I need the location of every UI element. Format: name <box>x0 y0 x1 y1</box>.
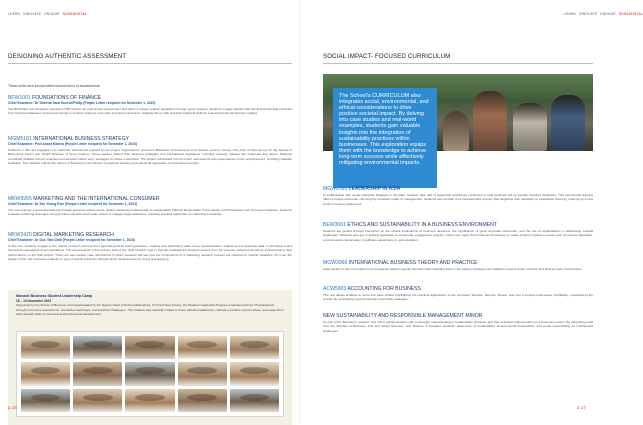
course-examiner: Chief Examiner: Dr Duc Tam Dinh (Purple Letter recipient for Semester 1, 2023) <box>8 238 136 243</box>
course-block <box>8 232 292 261</box>
photo-tile <box>21 389 70 412</box>
header-word: ENGAGE <box>44 12 60 16</box>
course-name: INTERNATIONAL BUSINESS STRATEGY <box>33 136 130 142</box>
photo-tile <box>73 336 122 359</box>
course-name: MARKETING AND THE INTERNATIONAL CONSUMER <box>33 196 160 202</box>
page-title: DESIGNING AUTHENTIC ASSESSMENT <box>8 53 127 60</box>
photo-figure <box>513 103 547 151</box>
course-block <box>323 186 593 206</box>
course-code: ACW5903 <box>323 286 347 292</box>
page-number: p.17 <box>577 405 586 410</box>
course-code: MKW5955 <box>8 196 32 202</box>
box-date: 18 – 19 November 2023 <box>16 298 52 303</box>
header-word: INNOVATE <box>23 12 42 16</box>
photo-tile <box>73 362 122 385</box>
course-description: The unit employs experiential learning through authentic assessments, linking marketing fundamentals to sustainability (SDG12 Responsible Consumption and Production) and consumer behaviour. Students evaluate marketing strategies using genuine examples and create videos to engage target audiences, fostering practical application of marketing knowledge. <box>8 207 292 217</box>
course-examiner: Chief Examiner: Prof Anant Mishra (Purple Letter recipient for Semester 1, 2023) <box>8 142 137 147</box>
leadership-camp-box <box>8 290 292 425</box>
photo-tile <box>230 336 279 359</box>
photo-tile <box>178 362 227 385</box>
photo-figure <box>443 111 469 151</box>
header-word: LEARN <box>8 12 21 16</box>
photo-figure <box>473 91 507 151</box>
right-page <box>300 0 643 424</box>
photo-tile <box>21 362 70 385</box>
course-block <box>8 95 292 116</box>
course-name: FOUNDATIONS OF FINANCE <box>32 95 102 101</box>
course-code: MKW2420 <box>8 232 32 238</box>
course-code: MGW3966 <box>323 260 348 266</box>
curriculum-callout <box>333 88 437 188</box>
header-word: LEARN <box>564 12 577 16</box>
running-header <box>8 12 87 16</box>
course-description: Case studies in this unit explore how companies address gender diversity while shedding light on the various strategies and initiatives used to foster inclusive and diverse work environments. <box>323 267 583 271</box>
photo-tile <box>178 336 227 359</box>
callout-text: The School's CURRICULUM also integrates social, environmental, and ethical considerations to drive positive societal impact. By delving into case studies and real-world examples, students gain valuable insights into the integration of sustainability practices within businesses. This exploration equips them with the knowledge to achieve long-term success while effectively mitigating environmental impacts. <box>339 93 429 167</box>
header-accent: SUSSDIGITAL <box>618 12 643 16</box>
course-name: DIGITAL MARKETING RESEARCH <box>33 232 114 238</box>
course-description: In collaboration with social enterprise Dialogue in the Dark, students take part in leadership workshops conducted in total darkness led by visually impaired facilitators. This experiential learning offers a unique encounter mirroring the uncertain reality of management. Students also embark on a transformative journey that heightens their sensitivity to empathetic listening, opening up a new world of sensory awareness. <box>323 193 593 206</box>
course-examiner: Chief Examiner: Dr Sheena Sara Suresh/Philip (Purple Letter recipient for Semester 1, 2023) <box>8 101 156 106</box>
course-examiner: Chief Examiner: Dr Sze Yeong Ewe (Purple Letter recipient for Semester 1, 2023) <box>8 202 138 207</box>
box-title: Monash Business Student Leadership Camp <box>16 294 93 298</box>
course-title <box>8 136 292 142</box>
course-title <box>323 313 593 319</box>
course-block <box>323 222 593 242</box>
course-description: As part of the Bachelor's program, this minor equips students with a thorough understanding of sustainability principles and their practical implementation in a business context. By integrating units from the faculties of Business, Arts and Social Sciences, and Science, it broadens students' awareness of sustainability, environmental stewardship, and social responsibility as multifaceted challenges. <box>323 320 593 333</box>
course-title <box>323 260 593 266</box>
course-block <box>323 260 593 271</box>
course-title <box>323 222 593 228</box>
photo-tile <box>125 336 174 359</box>
course-description: The BFW1001 unit integrates interactive H5P quizzes for post-lecture assessment and offers a unique realistic application through group projects. Students engage directly with actual financial data extracted from financial databases and annual reports to conduct analyses and make investment decisions, bridging theory with practical analytical skills for real-world financial decision-making. <box>8 106 292 116</box>
photo-tile <box>178 389 227 412</box>
course-title <box>8 232 292 238</box>
course-name: INTERNATIONAL BUSINESS THEORY AND PRACTICE <box>348 260 478 266</box>
title-rule <box>323 63 593 64</box>
course-block <box>323 313 593 333</box>
course-description: In this unit, students engage in the market research process from generating ideas and hypotheses, creating and distributing valid survey questionnaires, collecting and analysing data, to providing sound theoretical managerial recommendations. The assessments in this unit are pilot of the "field forward" type in that the feedback the students receive from the previous assignments will be instrumental in their performances in the final project. There are also weekly case discussions in which students will see how the components of a marketing research process are reflected in real-life situations. All in all, the design of this unit embraces a hands-on type of teaching delivery through which students learn by doing and applying. <box>8 243 292 262</box>
course-title <box>8 196 292 202</box>
course-title <box>8 95 292 101</box>
course-description: This unit allows students to delve into case studies highlighting the practical applications of the principles "Reduce, Recycle, Reuse" and how it impacts businesses' profitability, emphasising the crucial role of adopting environmentally responsible strategies. <box>323 293 593 302</box>
course-name: ACCOUNTING FOR BUSINESS <box>347 286 421 292</box>
course-block <box>8 136 292 165</box>
intro-text: These units have incorporated various forms of assessments: <box>8 84 101 88</box>
course-description: Students in this unit engaged in an authentic assessment inspired group project, supported by prominent Malaysian entrepreneurs from diverse sectors, namely Gary Kan of Hwa Group, Dr Jay Dessai of BoomGrow Farms and Hanith Ridzuan of Green Factory. These leaders shared their business strategies and international aspirations, including entering markets like Indonesia and Japan. Students conducted detailed country analyses and devised market entry strategies for these enterprises. The project culminated in both expert submissions and presentations to the entrepreneurs, providing valuable feedback. This initiative reflects the School of Business's commitment to practical learning and real-world application of theoretical concepts. <box>8 147 292 166</box>
course-description: Students are guided through instruction on the ethical implications of business decisions, the significance of good corporate citizenship, and the role of organisations in addressing societal challenges. Students also get to actively participate in community engagement projects, where they apply their business knowledge to create positive impacts in areas such as poverty alleviation, environmental conservation, healthcare advancement, and education. <box>323 229 593 242</box>
header-accent: SUSSDIGITAL <box>62 12 88 16</box>
course-code: MGW2991 <box>323 186 348 192</box>
camp-photo-collage <box>16 331 284 417</box>
photo-tile <box>230 389 279 412</box>
photo-tile <box>125 362 174 385</box>
photo-figure <box>551 95 585 151</box>
course-name: LEADERSHIP IN ASIA <box>348 186 401 192</box>
course-name: NEW SUSTAINABILITY AND RESPONSIBLE MANAGEMENT MINOR <box>323 313 483 319</box>
course-title <box>323 186 593 192</box>
course-block <box>8 196 292 217</box>
course-code: MGM5181 <box>8 136 32 142</box>
box-description: Organised by the School of Business and spearheaded by the Deputy Head of School (Education), Prof Goh See Kwong, the Student Leadership Program empowered about 25 participants through immersive experiences, interactive workshops, and practical challenges. This initiative was carefully crafted to foster effective leadership, cultivate a positive school culture, and equip them with valuable skills for personal and professional development. <box>16 303 284 316</box>
course-code: BFW1001 <box>8 95 31 101</box>
photo-tile <box>230 362 279 385</box>
header-word: INNOVATE <box>579 12 598 16</box>
page-number: p.16 <box>8 405 17 410</box>
photo-tile <box>125 389 174 412</box>
title-rule <box>8 63 292 64</box>
header-word: ENGAGE <box>600 12 616 16</box>
course-title <box>323 286 593 292</box>
left-page <box>0 0 300 424</box>
photo-tile <box>21 336 70 359</box>
running-header <box>564 12 643 16</box>
course-code: BEW3001 <box>323 222 346 228</box>
course-name: ETHICS AND SUSTAINABILITY IN A BUSINESS ENVIRONMENT <box>347 222 497 228</box>
course-block <box>323 286 593 302</box>
photo-tile <box>73 389 122 412</box>
page-title: SOCIAL IMPACT- FOCUSED CURRICULUM <box>323 53 451 60</box>
